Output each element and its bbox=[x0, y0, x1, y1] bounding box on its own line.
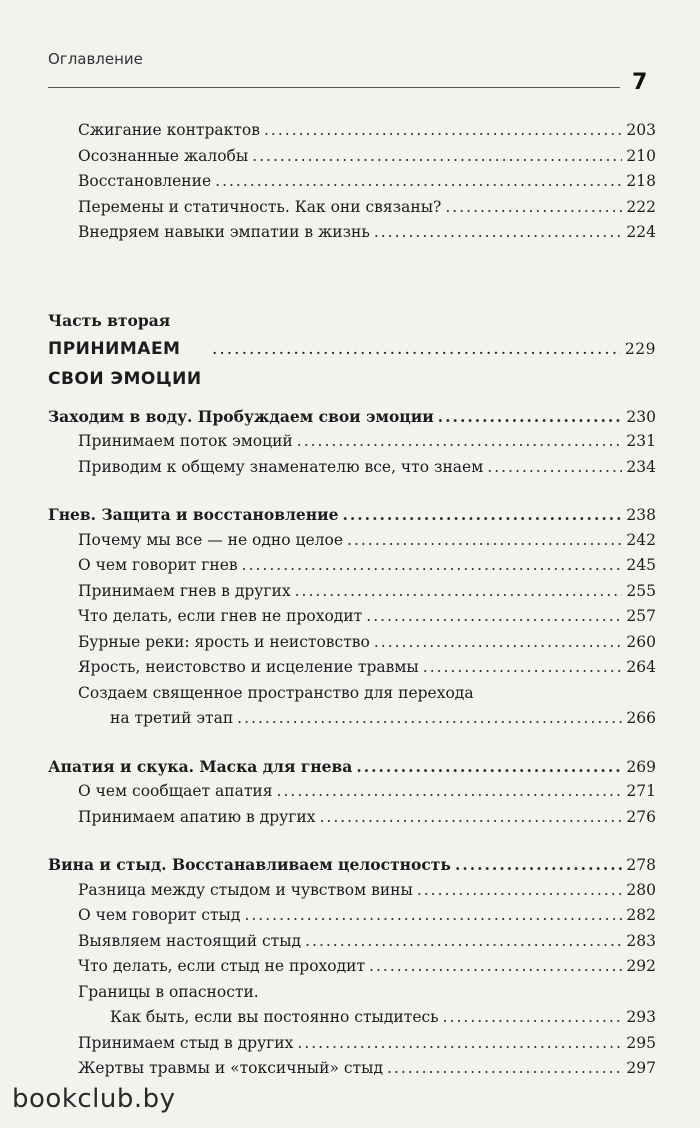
toc-entry-title: Выявляем настоящий стыд bbox=[78, 931, 302, 950]
leader-dots bbox=[374, 220, 623, 246]
leader-dots bbox=[237, 706, 622, 732]
toc-entry-page: 293 bbox=[626, 1008, 656, 1026]
toc-entry bbox=[48, 655, 656, 681]
toc-entry-page: 257 bbox=[626, 607, 656, 625]
toc-entry bbox=[48, 553, 656, 579]
leader-dots bbox=[443, 1005, 623, 1031]
toc-entry-page: 231 bbox=[626, 432, 656, 450]
toc-entry-title: Приводим к общему знаменателю все, что знаем bbox=[78, 457, 484, 476]
toc-entry-page: 276 bbox=[626, 807, 656, 826]
toc-entry-title: Принимаем гнев в других bbox=[78, 581, 291, 600]
leader-dots bbox=[423, 655, 623, 681]
leader-dots bbox=[277, 779, 623, 805]
header-rule bbox=[48, 87, 620, 88]
toc-entry-page: 295 bbox=[626, 1033, 656, 1052]
toc-entry bbox=[48, 528, 656, 554]
toc-entry-page: 292 bbox=[626, 957, 656, 975]
toc-entry-title: Принимаем апатию в других bbox=[78, 807, 316, 826]
toc-entry-title: Границы в опасности. bbox=[78, 982, 259, 1001]
toc-chapter-page: 269 bbox=[626, 757, 656, 776]
toc-entry-page: 264 bbox=[626, 658, 656, 676]
toc-chapter-title: Апатия и скука. Маска для гнева bbox=[48, 756, 353, 776]
toc-entry bbox=[48, 779, 656, 805]
toc-entry-title: О чем говорит гнев bbox=[78, 556, 238, 574]
toc-entry-page: 203 bbox=[626, 121, 656, 139]
toc-entry bbox=[48, 579, 656, 605]
leader-dots bbox=[319, 805, 622, 831]
leader-dots bbox=[244, 903, 622, 929]
toc-chapter-page: 238 bbox=[626, 506, 656, 524]
toc-entry-title: Перемены и статичность. Как они связаны? bbox=[78, 197, 442, 216]
toc-entry-title: Создаем священное пространство для перехода bbox=[78, 683, 474, 702]
leader-dots bbox=[455, 852, 622, 878]
part-title-row bbox=[48, 334, 656, 394]
part-page: 229 bbox=[624, 339, 656, 358]
leader-dots bbox=[487, 455, 622, 481]
toc-entry bbox=[48, 630, 656, 656]
toc-entry-title: О чем говорит стыд bbox=[78, 906, 241, 924]
toc-entry-title: Ярость, неистовство и исцеление травмы bbox=[78, 658, 419, 676]
toc-entry bbox=[48, 1031, 656, 1057]
toc-entry-page: 255 bbox=[626, 581, 656, 600]
toc-entry-title: Осознанные жалобы bbox=[78, 146, 249, 165]
toc-entry-continued bbox=[48, 1005, 656, 1031]
toc-entry-page: 280 bbox=[626, 880, 656, 899]
leader-dots bbox=[347, 528, 622, 554]
leader-dots bbox=[252, 144, 622, 170]
leader-dots bbox=[356, 754, 622, 780]
leader-dots bbox=[264, 118, 622, 144]
toc-entry bbox=[48, 169, 656, 195]
toc-entry-page: 245 bbox=[626, 556, 656, 574]
toc-entry-title-line2: Как быть, если вы постоянно стыдитесь bbox=[110, 1008, 439, 1026]
toc-entry-title-line2: на третий этап bbox=[110, 709, 234, 727]
toc-entry-title: Что делать, если гнев не проходит bbox=[78, 607, 363, 625]
leader-dots bbox=[374, 630, 623, 656]
leader-dots bbox=[438, 404, 623, 430]
leader-dots bbox=[215, 169, 622, 195]
toc-entry bbox=[48, 455, 656, 481]
toc-entry bbox=[48, 1056, 656, 1082]
toc-entry bbox=[48, 903, 656, 929]
toc-entry bbox=[48, 429, 656, 455]
toc-entry-title: Разница между стыдом и чувством вины bbox=[78, 880, 413, 899]
leader-dots bbox=[417, 878, 623, 904]
toc-entry-title: Принимаем стыд в других bbox=[78, 1033, 294, 1052]
toc-entry-title: Что делать, если стыд не проходит bbox=[78, 957, 366, 975]
leader-dots bbox=[305, 929, 622, 955]
toc-chapter-title: Гнев. Защита и восстановление bbox=[48, 505, 339, 524]
leader-dots bbox=[242, 553, 623, 579]
toc-entry-title: Почему мы все — не одно целое bbox=[78, 530, 344, 549]
toc-entry-page: 224 bbox=[626, 223, 656, 241]
toc-chapter bbox=[48, 754, 656, 780]
page-number: 7 bbox=[632, 70, 648, 95]
toc-chapter bbox=[48, 852, 656, 878]
toc-entry bbox=[48, 980, 656, 1006]
leader-dots bbox=[369, 954, 622, 980]
leader-dots bbox=[342, 502, 622, 528]
toc-entry-page: 210 bbox=[626, 146, 656, 165]
toc-entry-continued bbox=[48, 706, 656, 732]
toc-entry bbox=[48, 805, 656, 831]
toc-entry-page: 218 bbox=[626, 172, 656, 190]
running-header: Оглавление bbox=[48, 50, 143, 68]
toc-entry-page: 260 bbox=[626, 632, 656, 651]
leader-dots bbox=[445, 195, 622, 221]
toc-entry-page: 283 bbox=[626, 931, 656, 950]
toc-chapter-title: Вина и стыд. Восстанавливаем целостность bbox=[48, 855, 451, 874]
toc-entry-page: 242 bbox=[626, 530, 656, 549]
toc-entry bbox=[48, 929, 656, 955]
part-title: ПРИНИМАЕМ СВОИ ЭМОЦИИ bbox=[48, 338, 202, 389]
toc-entry-title: О чем сообщает апатия bbox=[78, 782, 273, 800]
toc-entry-title: Принимаем поток эмоций bbox=[78, 432, 293, 450]
toc-entry-title: Восстановление bbox=[78, 172, 212, 190]
table-of-contents bbox=[48, 118, 656, 1082]
toc-entry-title: Внедряем навыки эмпатии в жизнь bbox=[78, 223, 370, 241]
toc-chapter bbox=[48, 502, 656, 528]
toc-entry bbox=[48, 195, 656, 221]
toc-entry-page: 234 bbox=[626, 457, 656, 476]
leader-dots bbox=[297, 429, 623, 455]
toc-entry bbox=[48, 878, 656, 904]
toc-entry bbox=[48, 144, 656, 170]
leader-dots bbox=[212, 334, 621, 364]
toc-entry-page: 266 bbox=[626, 709, 656, 727]
toc-entry-title: Бурные реки: ярость и неистовство bbox=[78, 632, 370, 651]
leader-dots bbox=[295, 579, 623, 605]
toc-chapter bbox=[48, 404, 656, 430]
toc-entry-title: Жертвы травмы и «токсичный» стыд bbox=[78, 1059, 383, 1077]
toc-chapter-page: 278 bbox=[626, 856, 656, 874]
toc-entry-page: 297 bbox=[626, 1059, 656, 1077]
toc-entry-page: 271 bbox=[626, 782, 656, 800]
leader-dots bbox=[297, 1031, 622, 1057]
toc-entry-page: 222 bbox=[626, 197, 656, 216]
toc-entry bbox=[48, 954, 656, 980]
toc-entry-title: Сжигание контрактов bbox=[78, 121, 260, 139]
leader-dots bbox=[387, 1056, 622, 1082]
toc-entry bbox=[48, 118, 656, 144]
toc-entry bbox=[48, 220, 656, 246]
leader-dots bbox=[366, 604, 622, 630]
toc-entry bbox=[48, 681, 656, 707]
part-label: Часть вторая bbox=[48, 310, 171, 330]
toc-entry bbox=[48, 604, 656, 630]
toc-chapter-page: 230 bbox=[626, 407, 656, 426]
toc-entry-page: 282 bbox=[626, 906, 656, 924]
toc-chapter-title: Заходим в воду. Пробуждаем свои эмоции bbox=[48, 406, 434, 426]
watermark: bookclub.by bbox=[12, 1084, 176, 1114]
